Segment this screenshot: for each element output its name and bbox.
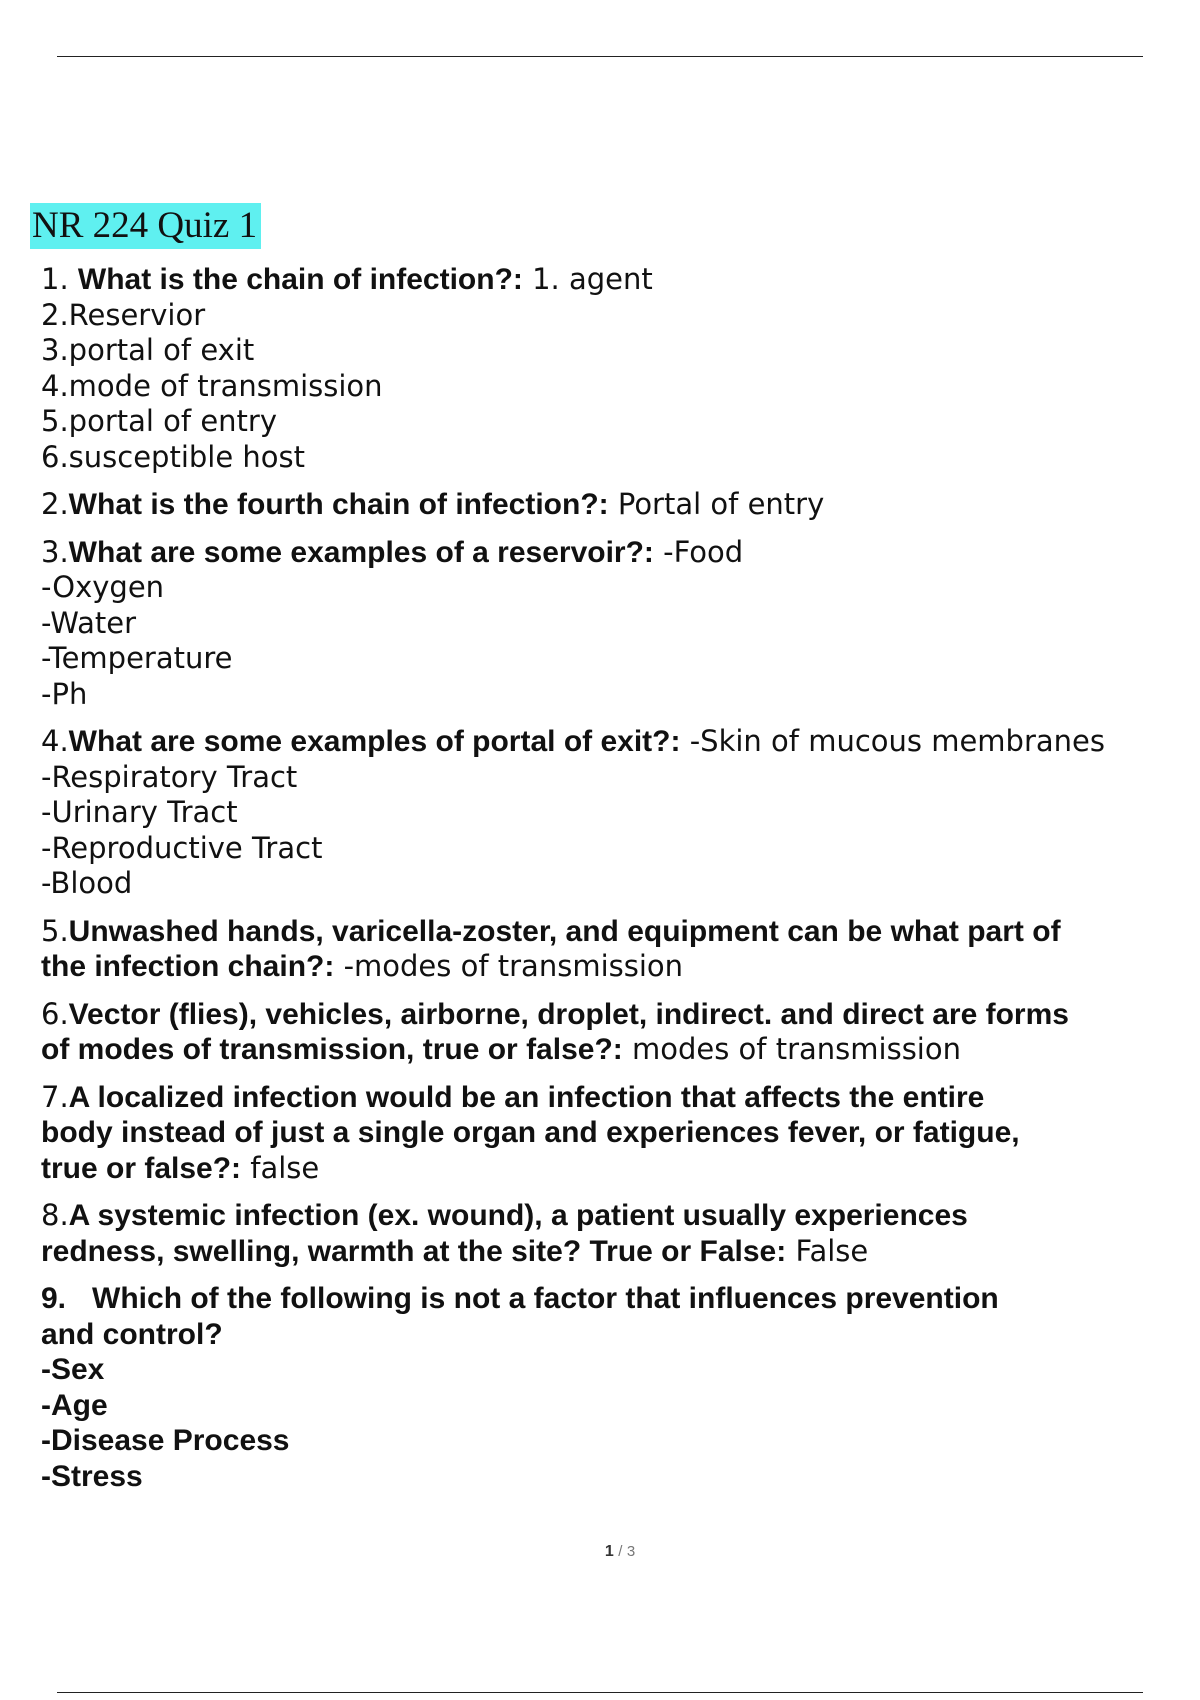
answer-line: -Water xyxy=(41,605,137,640)
question-text: Unwashed hands, varicella-zoster, and equipment can be what part of xyxy=(68,914,1061,948)
answer-text: -modes of transmission xyxy=(343,949,684,983)
total-pages: 3 xyxy=(626,1543,636,1560)
quiz-item-1 xyxy=(41,262,1200,475)
question-text: Which of the following is not a factor that influences prevention xyxy=(92,1282,999,1315)
answer-line: 4.mode of transmission xyxy=(41,368,383,403)
item-number: 7. xyxy=(41,1079,69,1114)
answer-line: 6.susceptible host xyxy=(41,439,306,474)
option-line: -Disease Process xyxy=(41,1424,290,1457)
quiz-item-7 xyxy=(41,1080,1200,1187)
quiz-item-2 xyxy=(41,487,1200,523)
quiz-item-5 xyxy=(41,914,1200,985)
quiz-item-6 xyxy=(41,997,1200,1068)
answer-line: -Temperature xyxy=(41,641,233,675)
question-text: the infection chain?: xyxy=(41,950,335,983)
page-separator: / xyxy=(618,1543,623,1560)
answer-line: -Urinary Tract xyxy=(41,795,238,829)
answer-text: false xyxy=(250,1150,320,1185)
option-line: -Age xyxy=(41,1388,108,1422)
answer-line: -Reproductive Tract xyxy=(41,830,323,865)
question-text: What are some examples of a reservoir?: xyxy=(68,535,654,569)
item-number: 5. xyxy=(41,913,69,948)
page-indicator xyxy=(0,1543,1200,1561)
question-text: Vector (flies), vehicles, airborne, droplet, indirect. and direct are forms xyxy=(68,997,1069,1031)
answer-text: False xyxy=(795,1233,869,1268)
option-line: -Stress xyxy=(41,1459,143,1493)
question-text: A localized infection would be an infection that affects the entire xyxy=(68,1080,985,1114)
answer-text: modes of transmission xyxy=(631,1032,961,1066)
item-number: 4. xyxy=(41,724,69,758)
answer-line: 5.portal of entry xyxy=(41,404,278,438)
item-number: 3. xyxy=(41,534,69,569)
question-text: What are some examples of portal of exit?: xyxy=(68,725,681,758)
answer-line: 3.portal of exit xyxy=(41,333,255,367)
page-title: NR 224 Quiz 1 xyxy=(30,203,261,249)
quiz-item-8 xyxy=(41,1198,1200,1269)
answer-text: Portal of entry xyxy=(617,487,825,521)
question-text: and control? xyxy=(41,1317,223,1351)
item-number: 6. xyxy=(41,996,69,1031)
current-page: 1 xyxy=(604,1543,614,1560)
option-line: -Sex xyxy=(41,1353,105,1386)
item-number: 1. xyxy=(41,262,69,296)
question-text: What is the fourth chain of infection?: xyxy=(68,488,609,521)
answer-line: -Oxygen xyxy=(41,570,165,604)
answer-text: -Food xyxy=(663,534,744,569)
question-text: of modes of transmission, true or false?: xyxy=(41,1033,623,1066)
bottom-rule xyxy=(57,1692,1143,1693)
answer-line: -Respiratory Tract xyxy=(41,759,298,794)
item-number: 9. xyxy=(41,1282,67,1315)
top-rule xyxy=(57,56,1143,57)
quiz-item-9 xyxy=(41,1281,1200,1494)
question-text: redness, swelling, warmth at the site? True or False: xyxy=(41,1234,787,1268)
quiz-content xyxy=(41,262,1200,1494)
quiz-item-4 xyxy=(41,724,1200,902)
answer-line: 2.Reservior xyxy=(41,297,206,332)
quiz-item-3 xyxy=(41,535,1200,713)
answer-text: -Skin of mucous membranes xyxy=(689,724,1105,758)
item-number: 8. xyxy=(41,1198,69,1232)
answer-line: -Blood xyxy=(41,866,133,900)
question-text: true or false?: xyxy=(41,1151,242,1185)
answer-text: 1. agent xyxy=(532,262,653,296)
question-text: A systemic infection (ex. wound), a patient usually experiences xyxy=(68,1199,968,1232)
answer-line: -Ph xyxy=(41,676,88,711)
item-number: 2. xyxy=(41,487,69,521)
question-text: body instead of just a single organ and experiences fever, or fatigue, xyxy=(41,1116,1020,1149)
question-text: What is the chain of infection?: xyxy=(77,263,523,296)
